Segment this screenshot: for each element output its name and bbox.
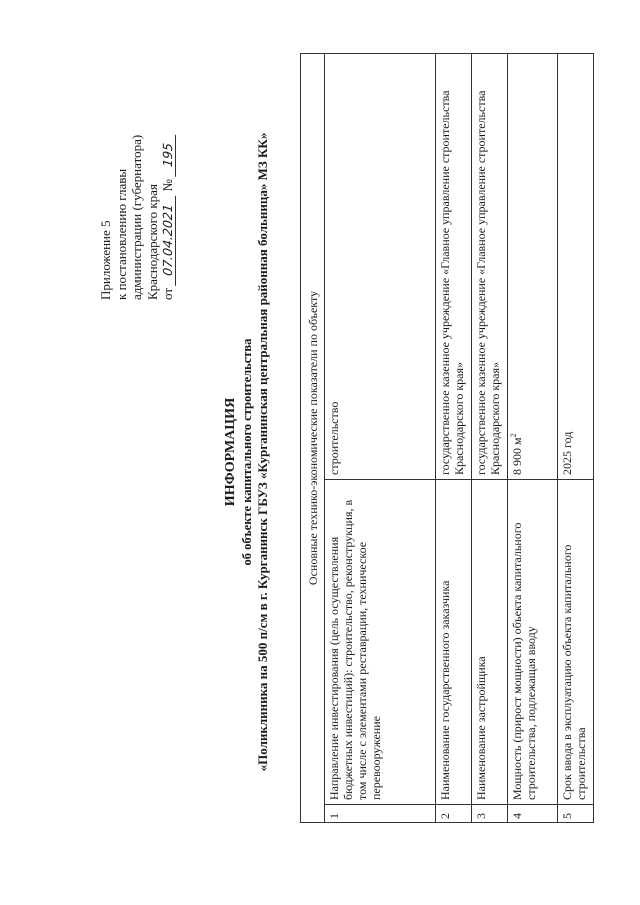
- row-number: 1: [325, 805, 436, 823]
- row-value: строительство: [325, 54, 436, 480]
- row-value: 2025 год: [558, 54, 594, 480]
- number-sign: №: [160, 179, 175, 192]
- table-row: [558, 54, 594, 823]
- table-row: [508, 54, 558, 823]
- row-number: 3: [472, 805, 508, 823]
- table-section-header: Основные технико-экономические показатели по объекту: [301, 54, 325, 823]
- appendix-block: [98, 10, 176, 300]
- row-label: Срок ввода в эксплуатацию объекта капитального строительства: [558, 480, 594, 805]
- appendix-line: Краснодарского края: [144, 184, 160, 300]
- indicators-table: [300, 53, 594, 823]
- table-row: [325, 54, 436, 823]
- table-row: [436, 54, 472, 823]
- title-object-name: «Поликлиника на 500 п/см в г. Курганинск ГБУЗ «Курганинская центральная районная больница» МЗ КК»: [255, 132, 270, 772]
- row-label: Наименование государственного заказчика: [436, 480, 472, 805]
- document-title: [223, 37, 271, 867]
- date-prefix: от: [160, 287, 175, 300]
- row-number: 5: [558, 805, 594, 823]
- row-number: 2: [436, 805, 472, 823]
- row-label: Мощность (прирост мощности) объекта капитального строительства, подлежащая вводу: [508, 480, 558, 805]
- table-row: [472, 54, 508, 823]
- area-value: 8 900 м: [510, 437, 524, 475]
- appendix-line: администрации (губернатора): [129, 134, 144, 300]
- row-value: государственное казенное учреждение «Главное управление строительства Краснодарского края»: [436, 54, 472, 480]
- row-number: 4: [508, 805, 558, 823]
- appendix-line: к постановлению главы: [113, 168, 129, 300]
- title-subheading: об объекте капитального строительства: [240, 338, 254, 566]
- appendix-date-line: [160, 10, 176, 300]
- row-label: Наименование застройщика: [472, 480, 508, 805]
- handwritten-number: 195: [160, 133, 176, 177]
- row-value: [508, 54, 558, 480]
- area-unit-exponent: 2: [509, 433, 518, 438]
- row-label: Направление инвестирования (цель осуществления бюджетных инвестиций): строительство, реконструкция, в том числе с элементами реставрации, техническое перевооружение: [325, 480, 436, 805]
- row-value: государственное казенное учреждение «Главное управление строительства Краснодарского края»: [472, 54, 508, 480]
- appendix-line: Приложение 5: [98, 220, 113, 300]
- handwritten-date: 07.04.2021: [160, 194, 176, 286]
- title-heading: ИНФОРМАЦИЯ: [223, 397, 238, 507]
